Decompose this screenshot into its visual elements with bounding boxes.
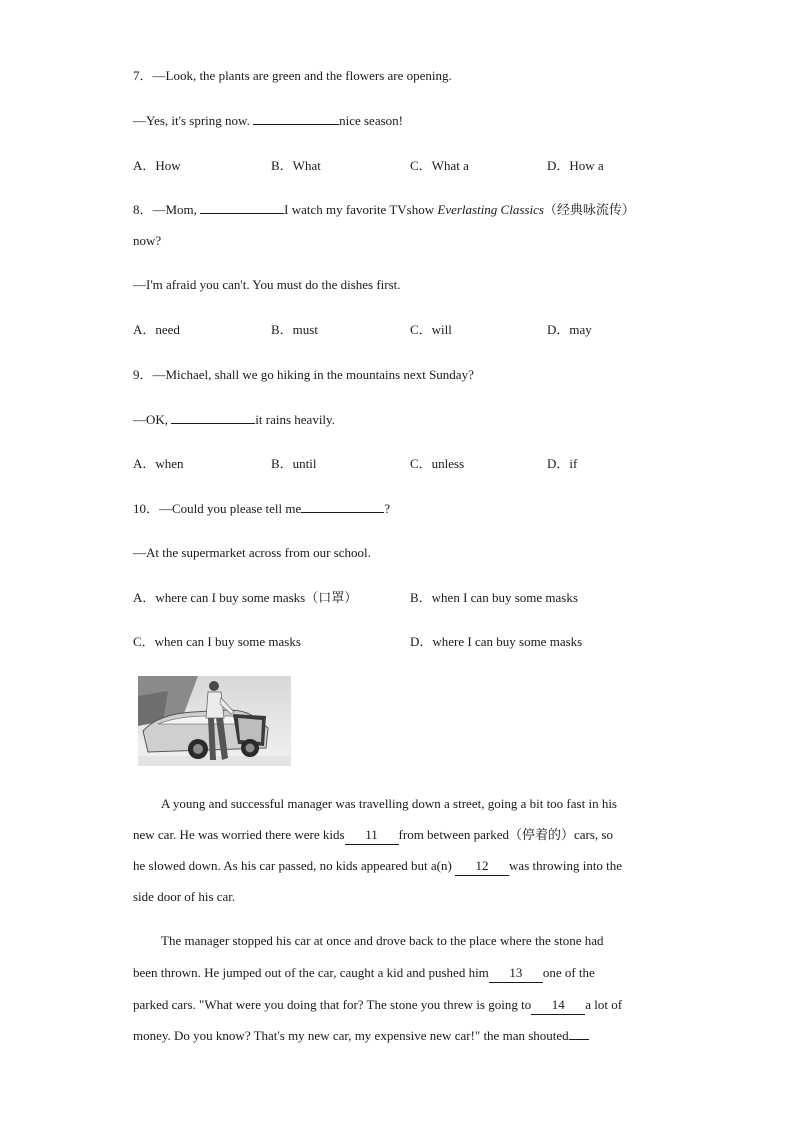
q8-option-a: A．need <box>133 322 180 337</box>
q8-blank <box>200 201 284 214</box>
q8-title: Everlasting Classics <box>437 202 544 217</box>
blank-12: 12 <box>455 857 509 876</box>
blank-14: 14 <box>531 996 585 1015</box>
blank-15-partial <box>569 1027 589 1040</box>
passage-p2-line3 <box>133 996 622 1015</box>
q8-option-d: D．may <box>547 322 592 337</box>
q8-reply: —I'm afraid you can't. You must do the dishes first. <box>133 277 401 292</box>
q9-reply <box>133 411 335 429</box>
q7-reply-a: —Yes, it's spring now. <box>133 113 254 128</box>
q9-blank <box>171 411 255 424</box>
q7-option-d: D．How a <box>547 158 604 173</box>
q9-option-b: B．until <box>271 456 317 471</box>
passage-p1-line2 <box>133 826 613 845</box>
q7-option-c: C．What a <box>410 158 469 173</box>
q9-option-d: D．if <box>547 456 578 471</box>
passage-p1-line2a: new car. He was worried there were kids <box>133 827 345 842</box>
q10-stem <box>133 500 390 518</box>
passage-p1-line2b: from between parked（停着的）cars, so <box>398 827 613 842</box>
q10-option-d: D．where I can buy some masks <box>410 634 583 649</box>
q8-mid: I watch my favorite TVshow <box>284 202 438 217</box>
man-with-car-photo <box>138 676 291 766</box>
q10-stem-b: ? <box>384 501 391 516</box>
passage-p2-line4 <box>133 1027 589 1045</box>
passage-p1-line3 <box>133 857 622 876</box>
q9-option-a: A．when <box>133 456 184 471</box>
q7-reply <box>133 112 403 130</box>
blank-11: 11 <box>345 826 399 845</box>
q9-stem: 9．—Michael, shall we go hiking in the mountains next Sunday? <box>133 367 474 382</box>
passage-p1-line1: A young and successful manager was travelling down a street, going a bit too fast in his <box>161 796 617 811</box>
q8-option-c: C．will <box>410 322 452 337</box>
q9-option-c: C．unless <box>410 456 465 471</box>
q7-option-b: B．What <box>271 158 321 173</box>
q10-option-b: B．when I can buy some masks <box>410 590 578 605</box>
q10-option-a: A．where can I buy some masks（口罩） <box>133 590 358 605</box>
q9-reply-b: it rains heavily. <box>255 412 335 427</box>
passage-p1-line4: side door of his car. <box>133 889 236 904</box>
passage-p2-line2a: been thrown. He jumped out of the car, caught a kid and pushed him <box>133 965 489 980</box>
q7-reply-b: nice season! <box>339 113 403 128</box>
passage-p2-line4a: money. Do you know? That's my new car, my expensive new car!" the man shouted <box>133 1028 569 1043</box>
q10-reply: —At the supermarket across from our school. <box>133 545 371 560</box>
passage-p2-line2b: one of the <box>542 965 595 980</box>
q10-stem-a: 10．—Could you please tell me <box>133 501 302 516</box>
q7-blank <box>253 112 339 125</box>
blank-13: 13 <box>489 964 543 983</box>
passage-p2-line3a: parked cars. "What were you doing that for? The stone you threw is going to <box>133 997 532 1012</box>
passage-p2-line2 <box>133 964 595 983</box>
q8-pre: 8．—Mom, <box>133 202 201 217</box>
q9-reply-a: —OK, <box>133 412 172 427</box>
q7-stem: 7．—Look, the plants are green and the flowers are opening. <box>133 68 452 83</box>
passage-p1-line3a: he slowed down. As his car passed, no kids appeared but a(n) <box>133 858 456 873</box>
passage-p2-line3b: a lot of <box>585 997 623 1012</box>
q8-post: （经典咏流传） <box>543 202 635 217</box>
q8-stem-cont: now? <box>133 233 162 248</box>
q8-option-b: B．must <box>271 322 318 337</box>
q8-stem <box>133 201 635 219</box>
q10-option-c: C．when can I buy some masks <box>133 634 301 649</box>
q10-blank <box>301 500 384 513</box>
q7-option-a: A．How <box>133 158 181 173</box>
passage-p1-line3b: was throwing into the <box>509 858 623 873</box>
passage-p2-line1: The manager stopped his car at once and drove back to the place where the stone had <box>161 933 604 948</box>
